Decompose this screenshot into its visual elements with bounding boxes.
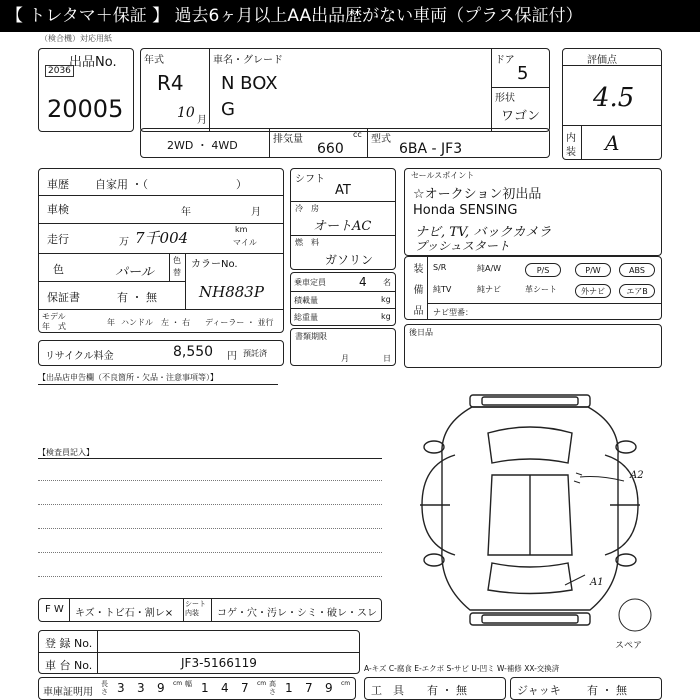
certificate-digit: 9 [157,681,165,695]
certificate-digit: 1 [201,681,209,695]
certificate-unit: cm [257,680,267,687]
score-box [562,48,662,160]
docs-label: 書類期限 [295,332,327,341]
tools-box [364,677,506,700]
certificate-unit: cm [341,680,351,687]
shape-label: 形状 [495,93,515,104]
tools-value: 有 ・ 無 [427,684,467,697]
certificate-digit: 9 [325,681,333,695]
damage-mark-a1: A1 [590,577,604,588]
colorno-label: カラーNo. [191,259,238,270]
tools-label: 工 具 [371,684,404,697]
car-name: N BOX [221,73,278,94]
shift-value: AT [335,183,351,198]
equipment-label: 装 備 品 [411,263,422,320]
model-value: 6BA - JF3 [399,141,463,157]
model-label: 型式 [371,134,391,145]
jack-label: ジャッキ [517,684,561,697]
ac-label: 冷 房 [295,204,319,213]
certificate-dim-label: 長さ [101,680,108,696]
warranty-value: 有 ・ 無 [117,291,157,304]
warranty-label: 保証書 [47,291,80,304]
capacity-value: 4 [359,275,367,289]
header-title: 【 トレタマ＋保証 】 過去6ヶ月以上AA出品歴がない車両（プラス保証付） [6,6,583,26]
capacity-box [290,272,396,326]
note-line [38,480,382,481]
capacity-label: 乗車定員 [294,278,326,287]
fw-values: キズ・トビ石・割レ× [75,608,174,619]
dealer-value: ディーラー ・ 並行 [205,318,274,327]
car-diagram [410,385,665,645]
interior-value: A [605,131,620,155]
details-box [38,168,284,333]
ac-value: オートAC [313,219,372,234]
mileage-unit-km: km [235,225,248,234]
inspector-notes-label: 【検査員記入】 [38,448,94,457]
seat-label: シート内装 [185,600,206,617]
color-value: パール [115,265,154,280]
model-year-label-2: 年 式 [42,322,66,331]
docs-month: 月 [341,354,349,363]
year-month: 10 [177,105,195,121]
equipment-item: P/W [575,263,611,277]
certificate-digit: 3 [137,681,145,695]
recycle-label: リサイクル料金 [45,351,114,362]
docs-box [290,328,396,366]
year-month-suffix: 月 [197,115,207,126]
interior-label-1: 内 [566,133,576,144]
inspection-label: 車検 [47,203,69,216]
displacement-value: 660 [317,141,344,157]
doors-label: ドア [495,55,515,66]
mileage-unit-man: 万 [119,237,129,248]
equipment-item: 革シート [525,285,557,294]
equipment-item: 純TV [433,285,452,294]
recycle-value: 8,550 [173,344,214,360]
shape-value: ワゴン [501,109,541,124]
registration-label: 登 録 No. [45,637,93,650]
certificate-digit: 7 [305,681,313,695]
displacement-label: 排気量 [273,134,303,145]
note-line [38,576,382,577]
note-line [38,552,382,553]
inspection-month: 月 [251,207,261,218]
sheet-note: （検合機）対応用紙 [40,34,112,43]
year-era: R4 [157,71,184,95]
doors-value: 5 [517,63,529,84]
equipment-item: 純ナビ [477,285,501,294]
jack-box [510,677,662,700]
model-year-label-1: モデル [42,312,66,321]
lot-stamp: 2036 [45,65,74,77]
interior-row-box [38,598,382,622]
certificate-digit: 4 [221,681,229,695]
equipment-item: 純A/W [477,264,502,273]
sales-box [404,168,662,256]
equipment-item: ABS [619,263,655,277]
equipment-box [404,256,662,320]
color-label: 色 [53,263,64,276]
jack-value: 有 ・ 無 [587,684,627,697]
certificate-digit: 1 [285,681,293,695]
later-label: 後日品 [409,328,433,337]
inspection-year: 年 [181,207,191,218]
lot-box [38,48,134,132]
docs-day: 日 [383,354,391,363]
exhibitor-notes-label: 【出品店申告欄（不良箇所・欠品・注意事項等）】 [38,373,218,382]
drive-label: 2WD ・ 4WD [167,139,238,152]
fw-label: F W [45,604,64,615]
color-change-label-2: 替 [173,268,181,277]
lot-number: 20005 [47,95,124,123]
history-value: 自家用 ・（ ） [95,178,247,191]
equipment-item: P/S [525,263,561,277]
score-label: 評価点 [587,55,617,66]
note-line [38,504,382,505]
sales-hand1: ナビ, TV, バックカメラ [415,225,552,240]
header-bar [0,0,700,32]
model-year-year: 年 [107,318,115,327]
equipment-item: エアB [619,284,655,298]
certificate-label: 車庫証明用 [43,687,93,698]
certificate-dim-label: 幅 [185,680,192,688]
weight-unit: kg [381,312,391,321]
recycle-box [38,340,284,366]
fuel-value: ガソリン [325,253,374,267]
lot-label: 出品No. [69,55,117,70]
recycle-unit: 円 [227,351,237,362]
fuel-label: 燃 料 [295,238,319,247]
sales-label: セールスポイント [411,171,475,180]
seat-values: コゲ・穴・汚レ・シミ・破レ・スレ [217,608,377,619]
equipment-item: 外ナビ [575,284,611,298]
load-label: 積載量 [294,296,318,305]
displacement-unit: cc [353,130,362,139]
sales-hand2: プッシュスタート [415,239,510,253]
year-label: 年式 [144,55,164,66]
car-label: 車名・グレード [213,55,283,66]
legend: A-キズ C-腐食 E-エクボ S-サビ U-凹ミ W-補修 XX-交換済 [364,664,560,673]
capacity-unit: 名 [383,278,391,287]
chassis-label: 車 台 No. [45,659,93,672]
shift-label: シフト [295,174,325,185]
mileage-label: 走行 [47,233,69,246]
note-line [38,528,382,529]
color-change-label-1: 色 [173,256,181,265]
car-grade: G [221,99,235,120]
certificate-box [38,677,356,700]
spare-label: スペア [615,641,643,651]
vehicle-box [140,48,550,132]
certificate-digit: 7 [241,681,249,695]
sales-line2: Honda SENSING [413,203,518,218]
certificate-dim-label: 高さ [269,680,276,696]
sales-line1: ☆オークション初出品 [413,187,542,202]
certificate-unit: cm [173,680,183,687]
navi-model-label: ナビ型番： [433,308,473,317]
equipment-item: S/R [433,263,447,272]
spec-box [140,128,550,158]
chassis-value: JF3-5166119 [181,656,257,670]
load-unit: kg [381,295,391,304]
certificate-digit: 3 [117,681,125,695]
mileage-value: 7千004 [135,229,189,247]
handle-value: ハンドル 左 ・ 右 [121,318,191,327]
interior-label-2: 装 [566,147,576,158]
damage-mark-a2: A2 [630,470,644,481]
history-label: 車歴 [47,178,69,191]
later-box [404,324,662,368]
drivetrain-box [290,168,396,270]
colorno-value: NH883P [199,283,264,301]
registration-box [38,630,360,674]
recycle-note: 預託済 [243,349,267,358]
weight-label: 総重量 [294,313,318,322]
score-value: 4.5 [593,83,635,113]
mileage-unit-mile: マイル [233,238,257,247]
